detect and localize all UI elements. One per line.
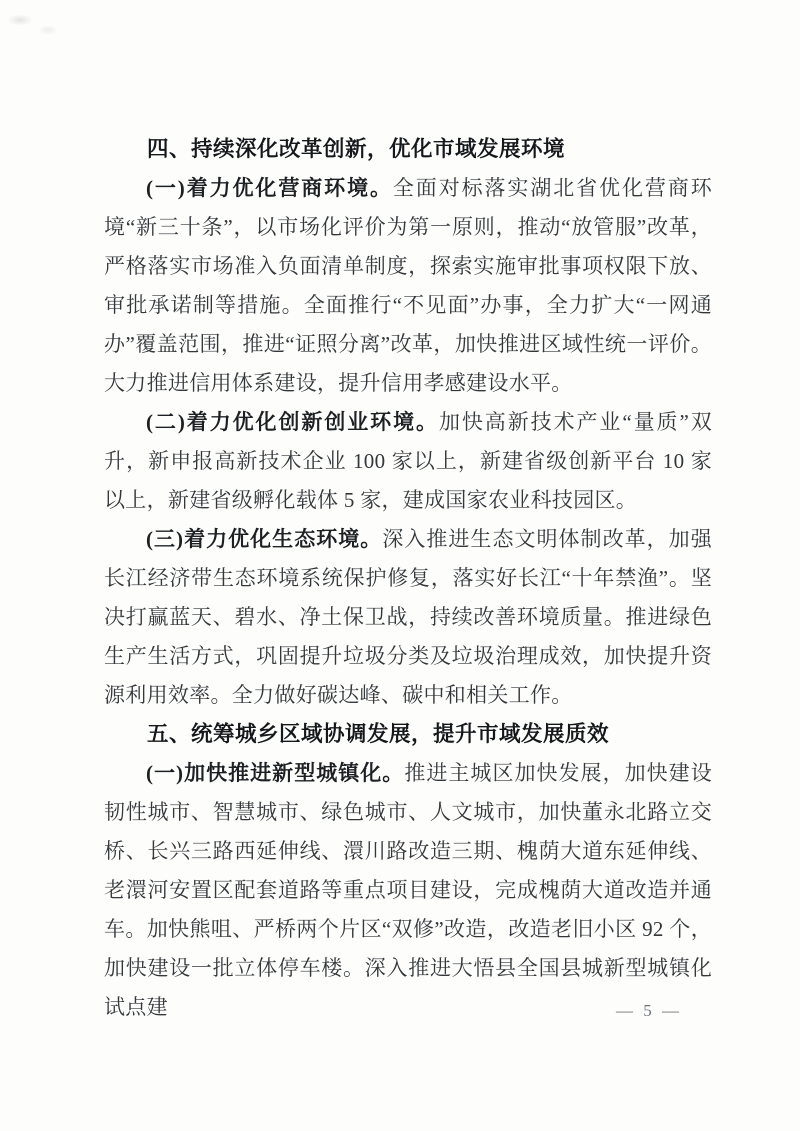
paragraph-4-1-lead: (一)着力优化营商环境。 bbox=[146, 176, 393, 200]
paragraph-4-2 bbox=[104, 403, 712, 520]
page-number: — 5 — bbox=[616, 1001, 682, 1020]
section-heading-5: 五、统筹城乡区域协调发展，提升市域发展质效 bbox=[147, 722, 610, 746]
paragraph-4-1-text: 全面对标落实湖北省优化营商环境“新三十条”，以市场化评价为第一原则，推动“放管服”改革，严格落实市场准入负面清单制度，探索实施审批事项权限下放、审批承诺制等措施。全面推行“不见面”办事，全力扩大“一网通办”覆盖范围，推进“证照分离”改革，加快推进区域性统一评价。大力推进信用体系建设，提升信用孝感建设水平。 bbox=[104, 176, 712, 395]
paragraph-5-1-lead: (一)加快推进新型城镇化。 bbox=[146, 761, 405, 785]
section-heading-4: 四、持续深化改革创新，优化市域发展环境 bbox=[147, 137, 566, 161]
paragraph-4-3 bbox=[104, 520, 712, 715]
paragraph-4-1 bbox=[104, 169, 712, 403]
paragraph-4-2-text: 加快高新技术产业“量质”双升，新申报高新技术企业 100 家以上，新建省级创新平台 10 家以上，新建省级孵化载体 5 家，建成国家农业科技园区。 bbox=[104, 410, 713, 512]
paragraph-5-1-text: 推进主城区加快发展，加快建设韧性城市、智慧城市、绿色城市、人文城市，加快董永北路立交桥、长兴三路西延伸线、澴川路改造三期、槐荫大道东延伸线、老澴河安置区配套道路等重点项目建设，完成槐荫大道改造并通车。加快熊咀、严桥两个片区“双修”改造，改造老旧小区 92 个，加快建设一批立体停车楼。深入推进大悟县全国县城新型城镇化试点建 bbox=[104, 761, 712, 1019]
paragraph-5-1 bbox=[104, 754, 712, 1027]
paragraph-4-3-lead: (三)着力优化生态环境。 bbox=[146, 527, 383, 551]
paragraph-4-2-lead: (二)着力优化创新创业环境。 bbox=[146, 410, 439, 434]
scan-smudge-artifact bbox=[0, 8, 70, 48]
document-content bbox=[104, 130, 712, 1027]
paragraph-4-3-text: 深入推进生态文明体制改革，加强长江经济带生态环境系统保护修复，落实好长江“十年禁渔”。坚决打赢蓝天、碧水、净土保卫战，持续改善环境质量。推进绿色生产生活方式，巩固提升垃圾分类及垃圾治理成效，加快提升资源利用效率。全力做好碳达峰、碳中和相关工作。 bbox=[104, 527, 712, 707]
